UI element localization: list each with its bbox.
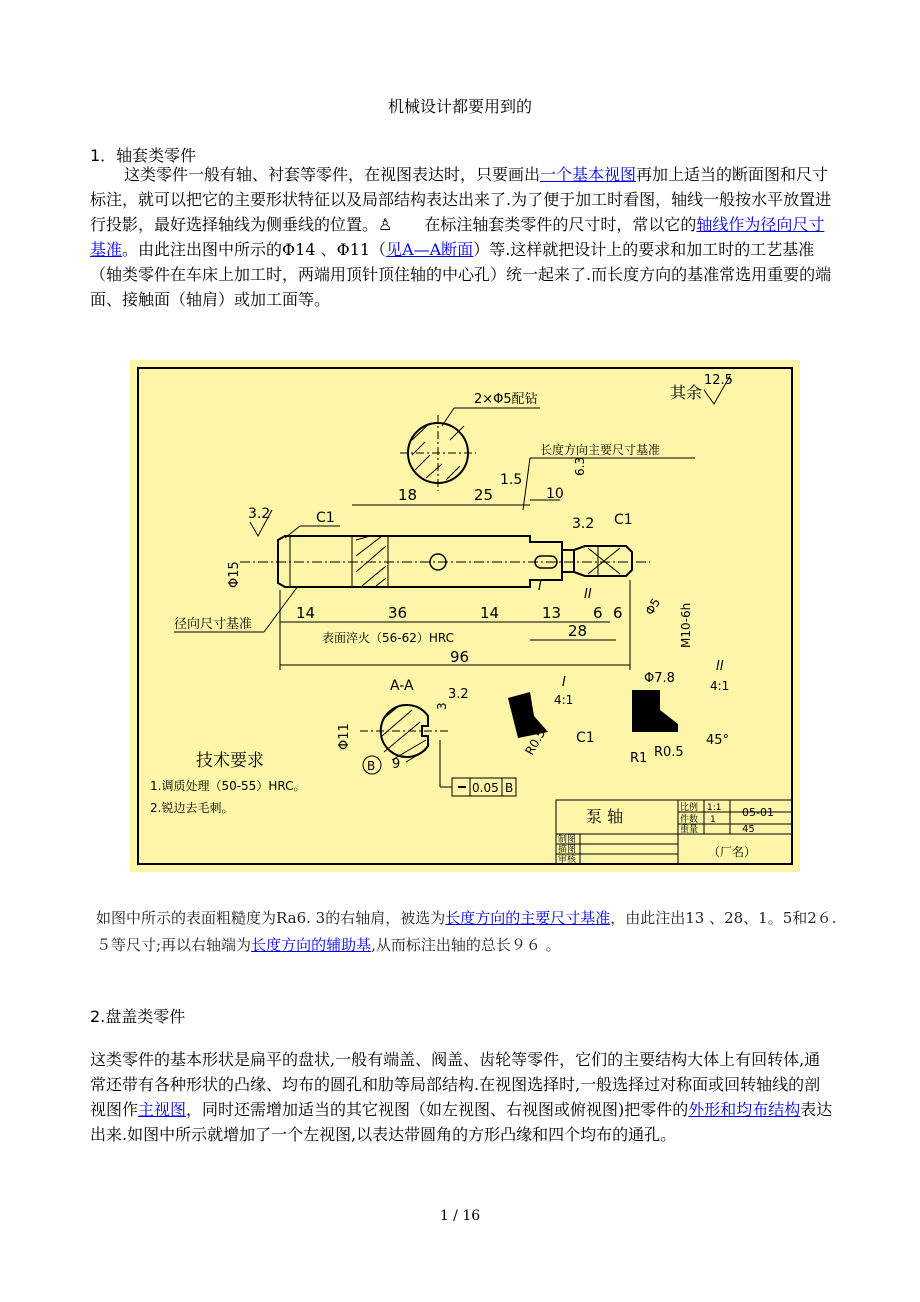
- chamfer-c1-left: C1: [316, 510, 335, 526]
- detail-angle: 45°: [706, 733, 730, 748]
- dim-28: 28: [568, 622, 588, 640]
- roughness-6-3: 6.3: [573, 456, 587, 476]
- dim-m10: M10-6h: [679, 602, 693, 648]
- rest-roughness: 12.5: [704, 373, 733, 388]
- roughness-3-2-left: 3.2: [248, 506, 271, 522]
- tb-traced: 描图: [558, 845, 577, 855]
- tb-qty-value: 1: [710, 815, 716, 825]
- detail-I-r05: R0.5: [522, 726, 549, 758]
- tb-qty-label: 件数: [680, 815, 699, 825]
- tb-weight-value: 45: [742, 824, 755, 835]
- shaft-drawing: [130, 360, 800, 872]
- tb-factory: （厂名）: [708, 845, 757, 859]
- link-length-main-datum[interactable]: 长度方向的主要尺寸基准: [445, 909, 611, 927]
- dim-14-left: 14: [296, 604, 316, 622]
- tb-weight-label: 重量: [680, 825, 699, 835]
- tolerance-datum: B: [505, 781, 514, 795]
- detail-II-title: II: [716, 659, 724, 674]
- dim-96: 96: [450, 648, 470, 666]
- detail-I-marker: I: [538, 579, 542, 594]
- dim-10: 10: [546, 486, 564, 502]
- link-basic-view[interactable]: 一个基本视图: [540, 165, 637, 184]
- dim-phi11: Φ11: [337, 723, 352, 750]
- tolerance-value: 0.05: [472, 781, 499, 795]
- dim-14-right: 14: [480, 604, 500, 622]
- dim-13: 13: [542, 604, 562, 622]
- detail-r05: R0.5: [654, 745, 684, 760]
- dim-6-b: 6: [613, 604, 623, 622]
- page-number: 1 / 16: [439, 1208, 481, 1224]
- roughness-3-2-right: 3.2: [572, 516, 595, 532]
- dim-36: 36: [388, 604, 408, 622]
- section2-heading: 2.盘盖类零件: [90, 1007, 186, 1026]
- tb-scale-value: 1:1: [707, 803, 722, 813]
- rest-label: 其余: [670, 383, 703, 402]
- radial-datum-label: 径向尺寸基准: [174, 617, 253, 632]
- detail-II-scale: 4:1: [710, 679, 730, 693]
- section1-heading: 1．轴套类零件: [90, 146, 197, 165]
- datum-b: B: [367, 759, 376, 773]
- dim-1-5: 1.5: [500, 472, 523, 488]
- page-title: 机械设计都要用到的: [387, 97, 532, 116]
- quench-label: 表面淬火（56-62）HRC: [322, 631, 455, 645]
- dim-phi5: Φ5: [642, 595, 664, 618]
- detail-I-scale: 4:1: [554, 693, 574, 707]
- dim-18: 18: [398, 486, 418, 504]
- chamfer-c1-right: C1: [614, 512, 633, 528]
- detail-r1: R1: [630, 751, 648, 766]
- detail-II-phi78: Φ7.8: [644, 671, 675, 686]
- tb-checked: 审核: [558, 855, 577, 865]
- link-shape-structure[interactable]: 外形和均布结构: [688, 1100, 801, 1119]
- detail-c1: C1: [576, 730, 595, 746]
- section-aa-title: A-A: [390, 678, 414, 694]
- dim-3: 3: [435, 702, 449, 710]
- link-axis-datum[interactable]: 轴线作为径向尺寸基准: [90, 215, 825, 259]
- dim-25: 25: [474, 486, 494, 504]
- dim-phi15: Φ15: [227, 561, 242, 588]
- dim-6-a: 6: [593, 604, 603, 622]
- detail-I-title: I: [562, 675, 566, 690]
- tb-part-name: 泵 轴: [586, 807, 624, 826]
- detail-II-marker: II: [584, 587, 592, 602]
- tech-req-2: 2.锐边去毛刺。: [150, 801, 234, 815]
- section1-paragraph: 这类零件一般有轴、衬套等零件，在视图表达时，只要画出一个基本视图再加上适当的断面图和尺寸标注，就可以把它的主要形状特征以及局部结构表达出来了.为了便于加工时看图，轴线一般按水平放置进行投影，最好选择轴线为侧垂线的位置。♙ 在标注轴套类零件的尺寸时，常以它的轴线作为径向尺寸基准。由此注出图中所示的Φ14 、Φ11（见A—A断面）等.这样就把设计上的要求和加工时的工艺基准（轴类零件在车床上加工时，两端用顶针顶住轴的中心孔）统一起来了.而长度方向的基准常选用重要的端面、接触面（轴肩）或加工面等。: [90, 165, 832, 309]
- section2-paragraph: 这类零件的基本形状是扁平的盘状,一般有端盖、阀盖、齿轮等零件，它们的主要结构大体上有回转体,通常还带有各种形状的凸缘、均布的圆孔和肋等局部结构.在视图选择时,一般选择过对称面或回转轴线的剖视图作主视图，同时还需增加适当的其它视图（如左视图、右视图或俯视图)把零件的外形和均布结构表达出来.如图中所示就增加了一个左视图,以表达带圆角的方形凸缘和四个均布的通孔。: [90, 1050, 833, 1144]
- link-section-aa[interactable]: 见A—A断面: [386, 240, 474, 259]
- tb-scale-label: 比例: [680, 803, 699, 813]
- link-main-view[interactable]: 主视图: [138, 1100, 187, 1119]
- length-datum-label: 长度方向主要尺寸基准: [540, 443, 661, 457]
- link-length-aux-datum[interactable]: 长度方向的辅助基: [251, 936, 372, 954]
- tech-req-1: 1.调质处理（50-55）HRC。: [150, 779, 306, 793]
- tech-req-title: 技术要求: [196, 751, 264, 771]
- hole-note: 2×Φ5配钻: [474, 392, 538, 407]
- dim-9: 9: [392, 757, 401, 772]
- tb-drawing-no: 05-01: [742, 806, 774, 819]
- roughness-3-2-aa: 3.2: [448, 687, 469, 702]
- figure-caption: 如图中所示的表面粗糙度为Ra6. 3的右轴肩，被选为长度方向的主要尺寸基准，由此注出13 、28、1。5和2６.５等尺寸;再以右轴端为长度方向的辅助基,从而标注出轴的总长９６ 。: [96, 909, 837, 954]
- tb-drawn: 制图: [558, 835, 577, 845]
